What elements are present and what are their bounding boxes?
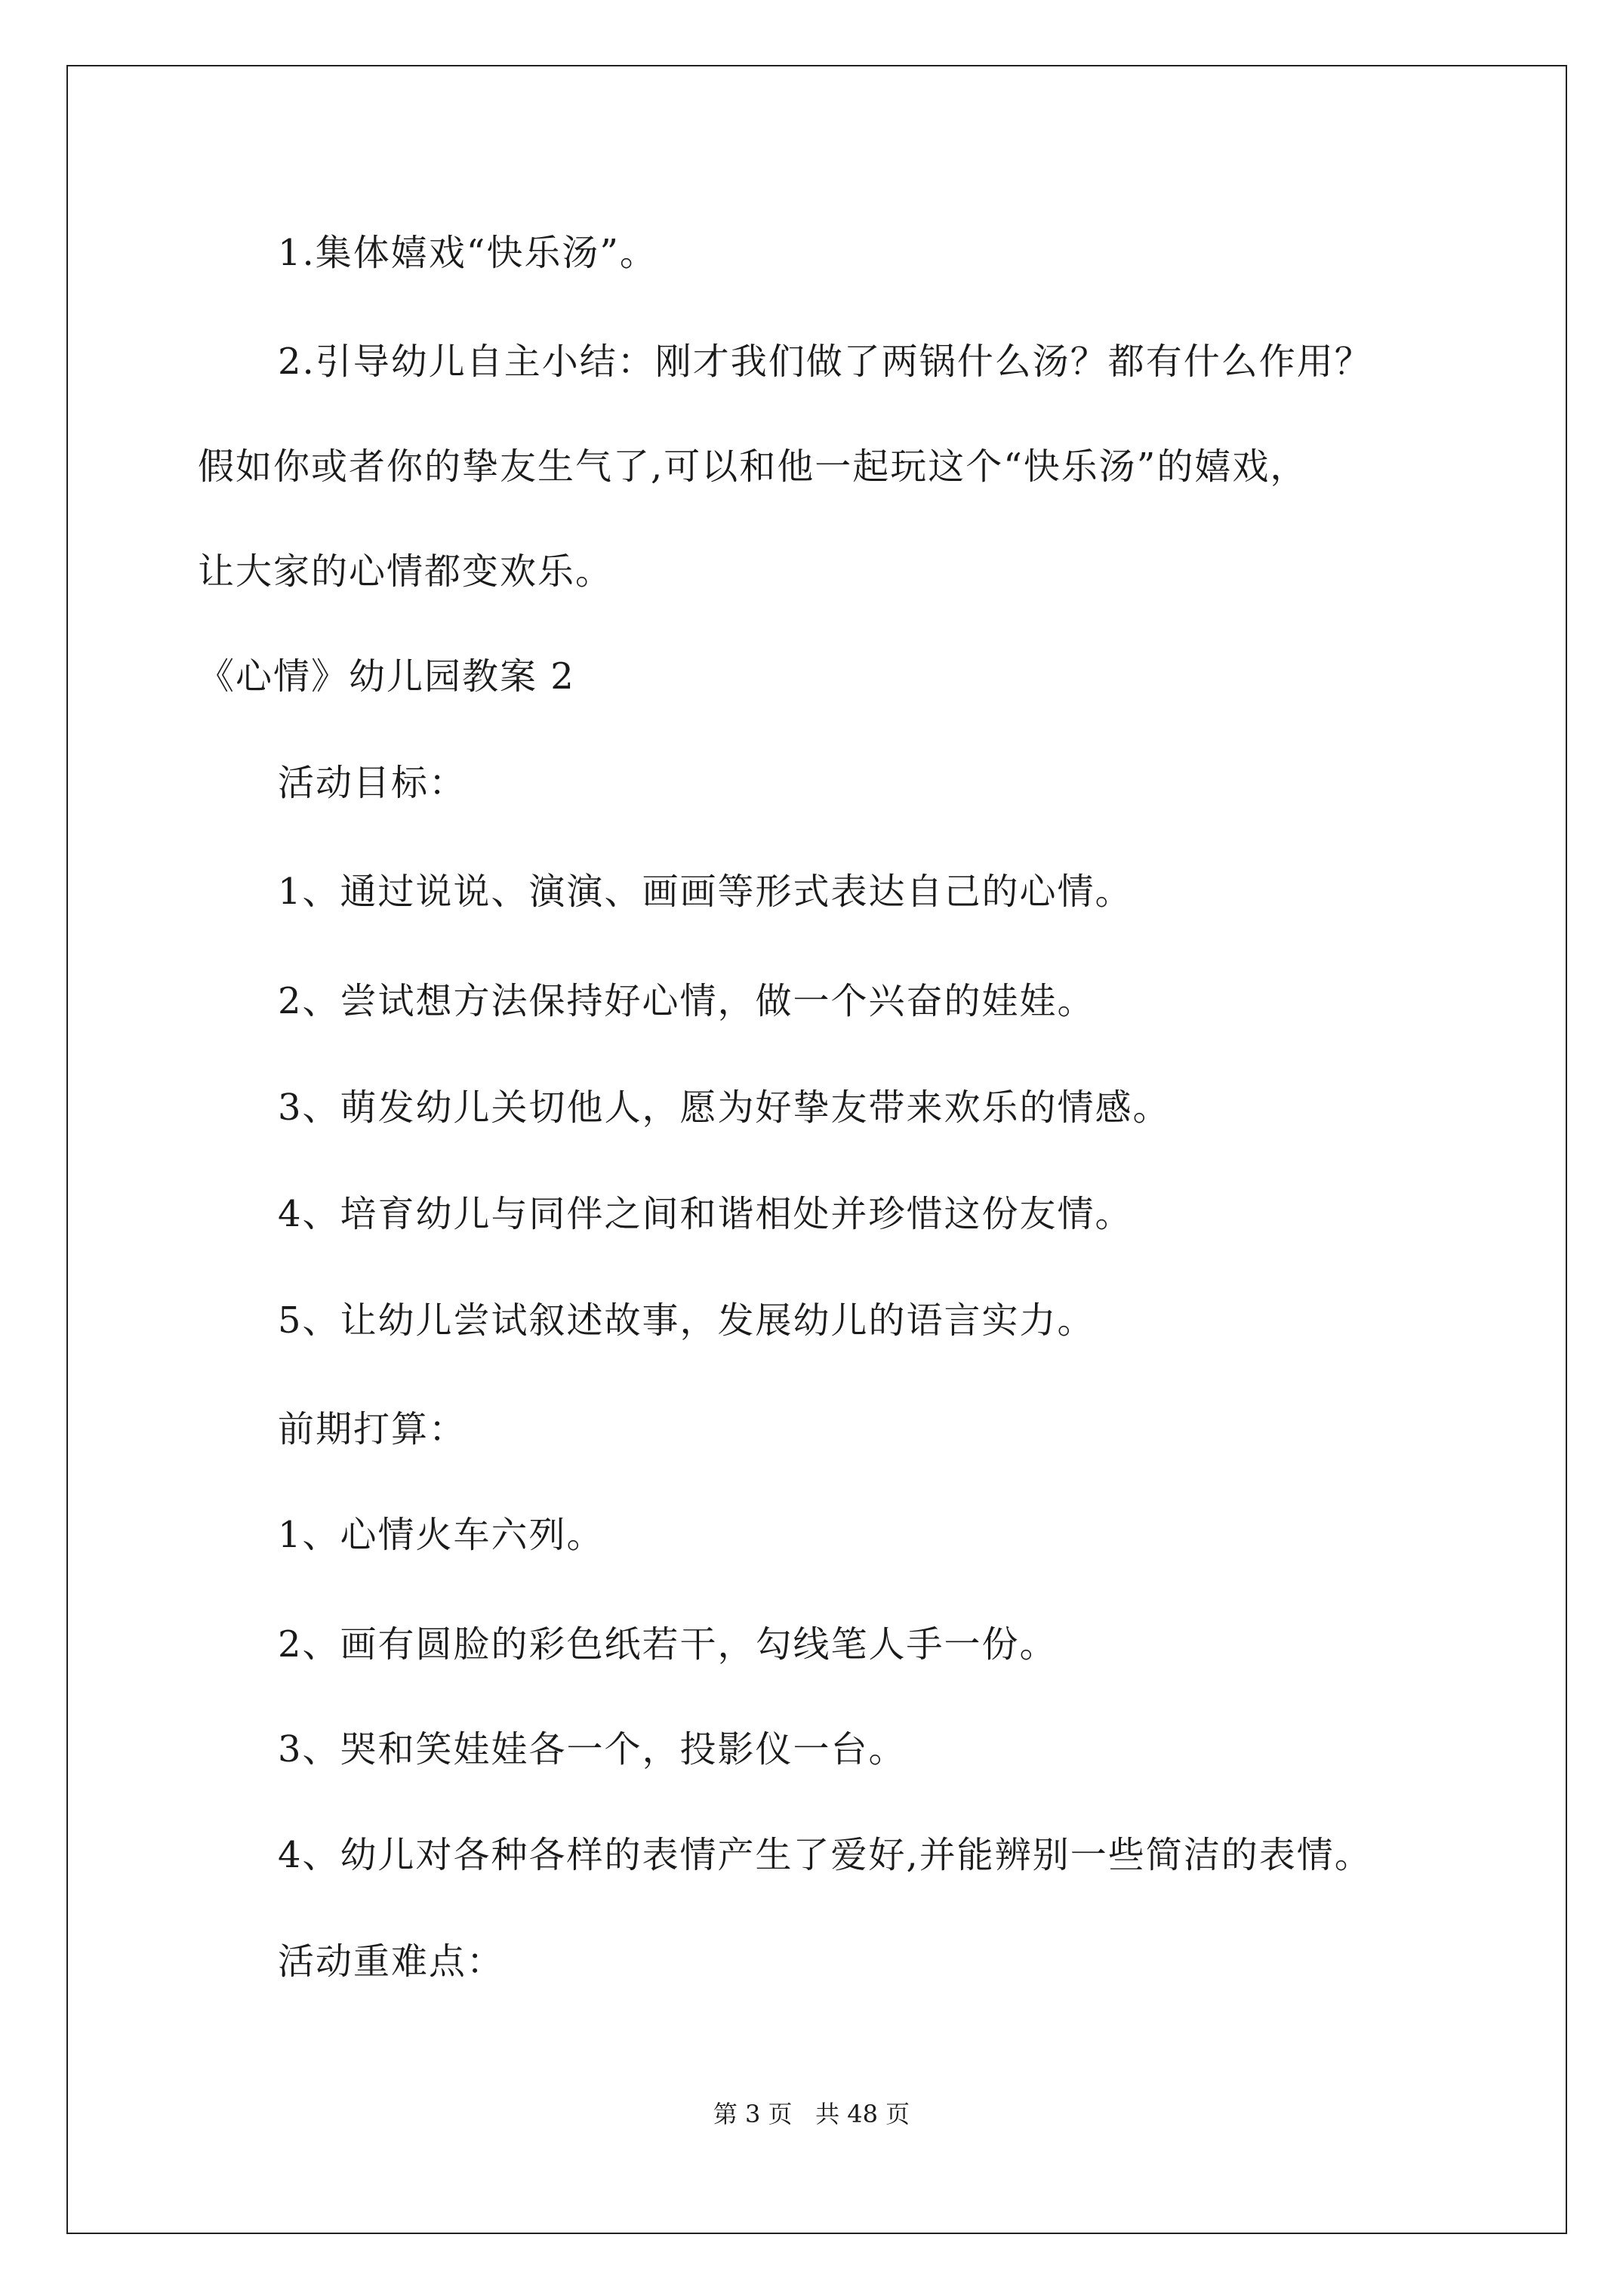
list-item: 4、幼儿对各种各样的表情产生了爱好,并能辨别一些简洁的表情。 [278, 1834, 1372, 1876]
page-number-footer: 第 3 页 共 48 页 [713, 2100, 910, 2128]
page-border [66, 65, 1567, 2234]
paragraph-line: 让大家的心情都变欢乐。 [198, 550, 614, 593]
subheading: 活动目标： [278, 762, 467, 804]
list-item: 1、通过说说、演演、画画等形式表达自己的心情。 [278, 871, 1133, 913]
list-item: 3、哭和笑娃娃各一个，投影仪一台。 [278, 1728, 907, 1771]
list-item: 5、让幼儿尝试叙述故事，发展幼儿的语言实力。 [278, 1299, 1095, 1342]
list-item: 2、画有圆脸的彩色纸若干，勾线笔人手一份。 [278, 1623, 1058, 1666]
paragraph-line: 2.引导幼儿自主小结：刚才我们做了两锅什么汤？都有什么作用？ [278, 341, 1372, 383]
section-heading: 《心情》幼儿园教案 2 [198, 655, 575, 698]
list-item: 2、尝试想方法保持好心情，做一个兴奋的娃娃。 [278, 980, 1095, 1022]
paragraph-line: 1.集体嬉戏“快乐汤”。 [278, 232, 658, 274]
list-item: 3、萌发幼儿关切他人，愿为好挚友带来欢乐的情感。 [278, 1086, 1171, 1129]
paragraph-line: 假如你或者你的挚友生气了,可以和他一起玩这个“快乐汤”的嬉戏， [198, 445, 1308, 488]
subheading: 前期打算： [278, 1408, 467, 1450]
list-item: 1、心情火车六列。 [278, 1514, 605, 1556]
subheading: 活动重难点： [278, 1940, 505, 1983]
list-item: 4、培育幼儿与同伴之间和谐相处并珍惜这份友情。 [278, 1193, 1133, 1235]
